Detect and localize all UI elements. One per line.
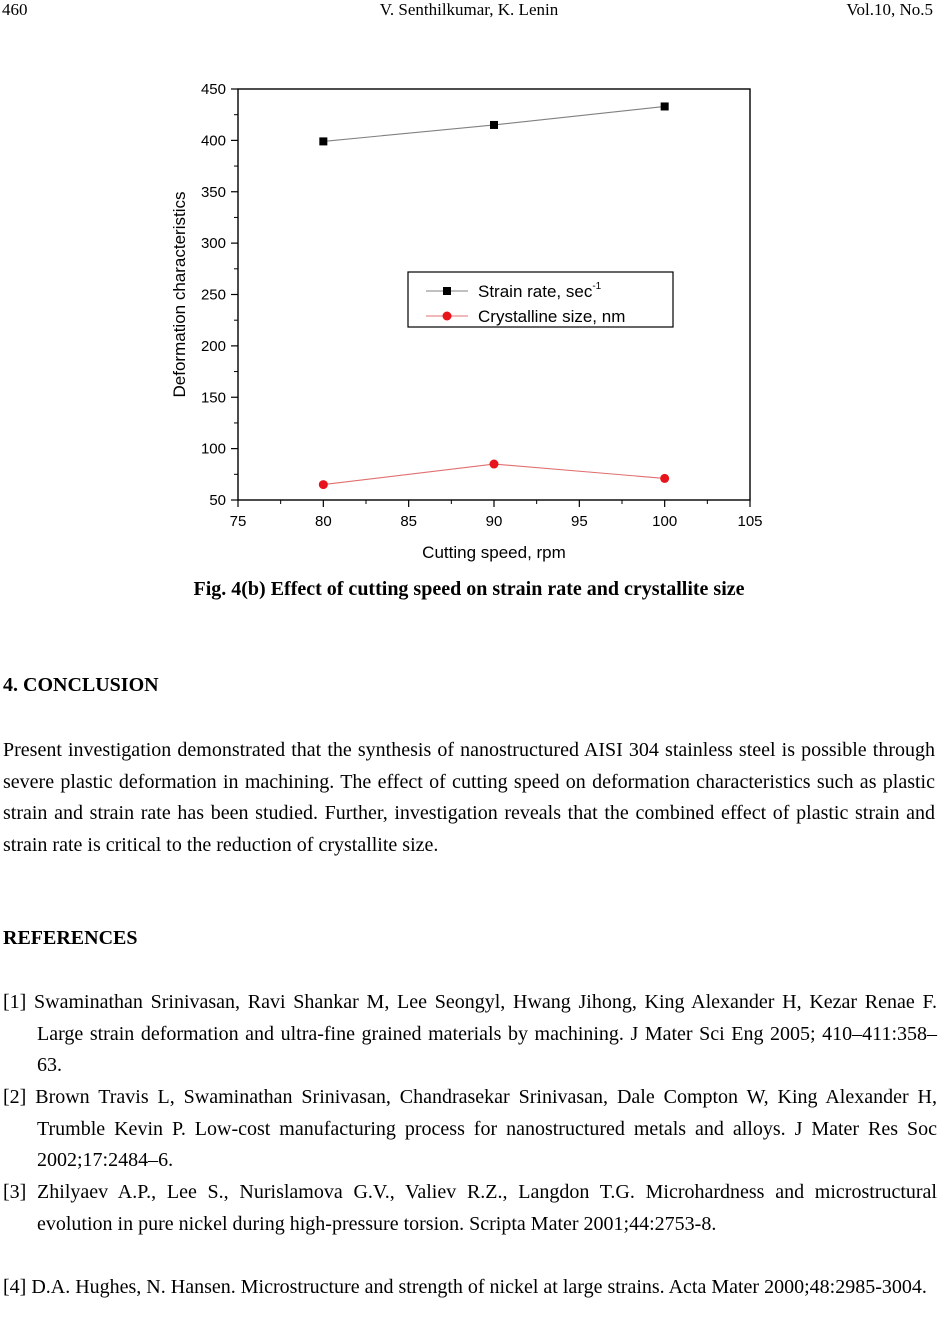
page-number: 460: [2, 0, 28, 19]
legend-label: Crystalline size, nm: [478, 307, 626, 326]
y-tick-label: 450: [200, 81, 226, 98]
x-axis-label: Cutting speed, rpm: [422, 543, 566, 562]
y-tick-label: 150: [200, 389, 226, 407]
y-tick-label: 400: [200, 132, 226, 150]
legend-marker-square: [443, 287, 451, 295]
reference-item: [4] D.A. Hughes, N. Hansen. Microstructure and strength of nickel at large strains. Acta Mater 2000;48:2985-3004.: [3, 1276, 927, 1298]
y-tick-label: 250: [200, 286, 226, 304]
x-tick-label: 85: [400, 513, 418, 530]
x-tick-label: 95: [570, 513, 588, 530]
y-tick-label: 350: [200, 183, 226, 201]
reference-item: [3] Zhilyaev A.P., Lee S., Nurislamova G.V., Valiev R.Z., Langdon T.G. Microhardness and microstructural evolution in pure nickel during high-pressure torsion. Scripta Mater 2001;44:2753-8.: [3, 1181, 937, 1235]
y-tick-label: 300: [200, 235, 226, 253]
y-tick-label: 50: [209, 492, 226, 509]
x-tick-label: 80: [314, 513, 332, 530]
y-tick-label: 200: [200, 337, 226, 355]
figure-caption: Fig. 4(b) Effect of cutting speed on strain rate and crystallite size: [193, 578, 745, 600]
data-point-square: [661, 102, 669, 110]
x-tick-label: 75: [229, 513, 247, 530]
running-header: [0, 0, 938, 24]
legend-marker-circle: [443, 312, 452, 321]
figure-chart: [160, 72, 780, 572]
reference-item: [2] Brown Travis L, Swaminathan Srinivasan, Chandrasekar Srinivasan, Dale Compton W, King Alexander H, Trumble Kevin P. Low-cost manufacturing process for nanostructured metals and alloys. J Mater Res Soc 2002;17:2484–6.: [3, 1086, 937, 1171]
legend-label: Strain rate, $\sec^{-1}$: [478, 281, 602, 301]
data-point-circle: [319, 480, 328, 489]
reference-item: [1] Swaminathan Srinivasan, Ravi Shankar M, Lee Seongyl, Hwang Jihong, King Alexander H, Kezar Renae F. Large strain deformation and ultra-fine grained materials by machining. J Mater Sci Eng 2005; 410–411:358–63.: [3, 991, 937, 1076]
data-point-circle: [490, 460, 499, 469]
header-authors: V. Senthilkumar, K. Lenin: [379, 0, 559, 19]
conclusion-text: Present investigation demonstrated that the synthesis of nanostructured AISI 304 stainless steel is possible through severe plastic deformation in machining. The effect of cutting speed on deformation characteristics such as plastic strain and strain rate has been studied. Further, investigation reveals that the combined effect of plastic strain and strain rate is critical to the reduction of crystallite size.: [3, 739, 935, 856]
header-volume: Vol.10, No.5: [846, 0, 933, 19]
x-tick-label: 90: [485, 513, 503, 530]
conclusion-heading: 4. CONCLUSION: [3, 674, 159, 696]
references-heading: REFERENCES: [3, 927, 138, 949]
x-tick-label: 105: [737, 513, 763, 530]
y-axis-label: Deformation characteristics: [170, 191, 189, 398]
x-tick-label: 100: [652, 513, 678, 530]
data-point-square: [319, 137, 327, 145]
data-point-square: [490, 121, 498, 129]
data-point-circle: [660, 474, 669, 483]
y-tick-label: 100: [200, 440, 226, 458]
